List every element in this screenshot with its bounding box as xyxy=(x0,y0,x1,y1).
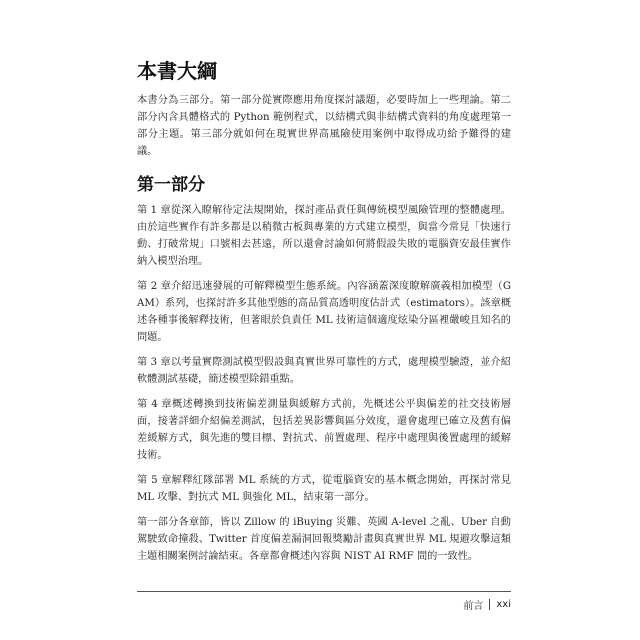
chapter-1-paragraph: 第 1 章從深入瞭解待定法規開始，探討產品責任與傳統模型風險管理的整體處理。由於這些實作有許多都是以稍微古板與專業的方式建立模型，與當今常見「快速行動、打破常規」口號相去甚遠，所以還會討論如何將假設失敗的電腦資安最佳實作納入模型治理。 xyxy=(137,205,511,267)
book-outline-heading: 本書大綱 xyxy=(137,59,217,83)
intro-paragraph: 本書分為三部分。第一部分從實際應用角度探討議題，必要時加上一些理論。第二部分內含具體格式的 Python 範例程式，以結構式與非結構式資料的角度處理第一部分主題。第三部分就如何在現實世界高風險使用案例中取得成功給予難得的建議。 xyxy=(137,95,511,157)
chapter-4-paragraph: 第 4 章概述轉換到技術偏差測量與緩解方式前，先概述公平與偏差的社交技術層面，接著詳細介紹偏差測試，包括差異影響與區分效度，還會處理已確立及舊有偏差緩解方式，與先進的雙目標、對抗式、前置處理、程序中處理與後置處理的緩解技術。 xyxy=(137,399,511,461)
page-number: xxi xyxy=(496,599,511,610)
footer-separator xyxy=(489,599,490,610)
chapter-2-paragraph: 第 2 章介紹迅速發展的可解釋模型生態系統。內容涵蓋深度瞭解廣義相加模型（GAM）系列，也探討許多其他型態的高品質高透明度估計式（estimators）。該章概述各種事後解釋技術，但著眼於負責任 ML 技術這個適度炫染分區裡嚴峻且知名的問題。 xyxy=(137,281,511,343)
footer-divider xyxy=(137,591,511,592)
page-content xyxy=(137,58,511,573)
chapter-3-paragraph: 第 3 章以考量實際測試模型假設與真實世界可靠性的方式，處理模型驗證，並介紹軟體測試基礎，簡述模型除錯重點。 xyxy=(137,357,511,385)
footer-section-label: 前言 xyxy=(463,601,484,612)
page-footer xyxy=(463,597,511,612)
chapter-5-paragraph: 第 5 章解釋紅隊部署 ML 系統的方式，從電腦資安的基本概念開始，再探討常見 ML 攻擊、對抗式 ML 與強化 ML，結束第一部分。 xyxy=(137,475,511,503)
part-one-case-studies-paragraph: 第一部分各章節，皆以 Zillow 的 iBuying 災難、英國 A-level 之亂、Uber 自動駕駛致命撞殺、Twitter 首度偏差漏洞回報獎勵計畫與真實世界 ML 規避攻擊這類主題相關案例討論結束。各章都會概述內容與 NIST AI RMF 間的一致性。 xyxy=(137,517,511,562)
part-one-heading: 第一部分 xyxy=(137,175,205,195)
